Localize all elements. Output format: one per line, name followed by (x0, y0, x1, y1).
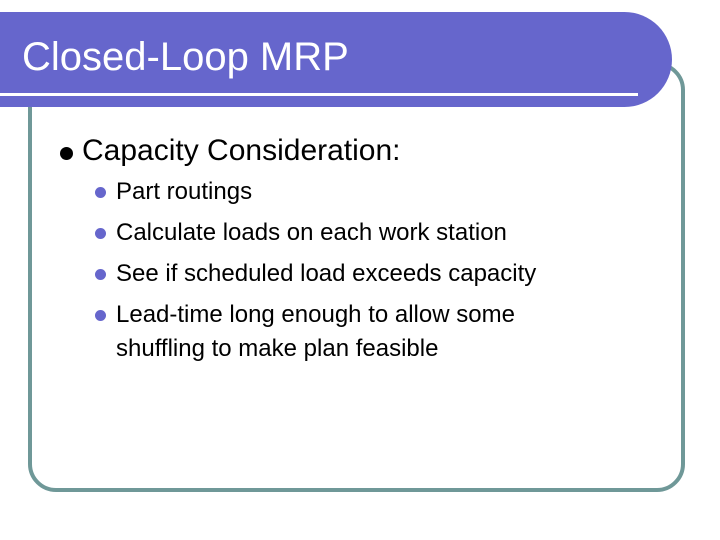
bullet-icon (60, 147, 73, 160)
heading-item: Capacity Consideration: (82, 134, 401, 167)
list-item: Calculate loads on each work station (116, 219, 507, 246)
bullet-icon (95, 228, 106, 239)
title-underline (0, 93, 638, 96)
list-item: Part routings (116, 178, 253, 205)
bullet-icon (95, 310, 106, 321)
list-item: See if scheduled load exceeds capacity (116, 260, 537, 287)
bullet-icon (95, 187, 106, 198)
slide-title: Closed-Loop MRP (22, 35, 349, 79)
list-item-continuation: shuffling to make plan feasible (116, 335, 439, 362)
bullet-icon (95, 269, 106, 280)
list-item: Lead-time long enough to allow some (116, 301, 515, 328)
